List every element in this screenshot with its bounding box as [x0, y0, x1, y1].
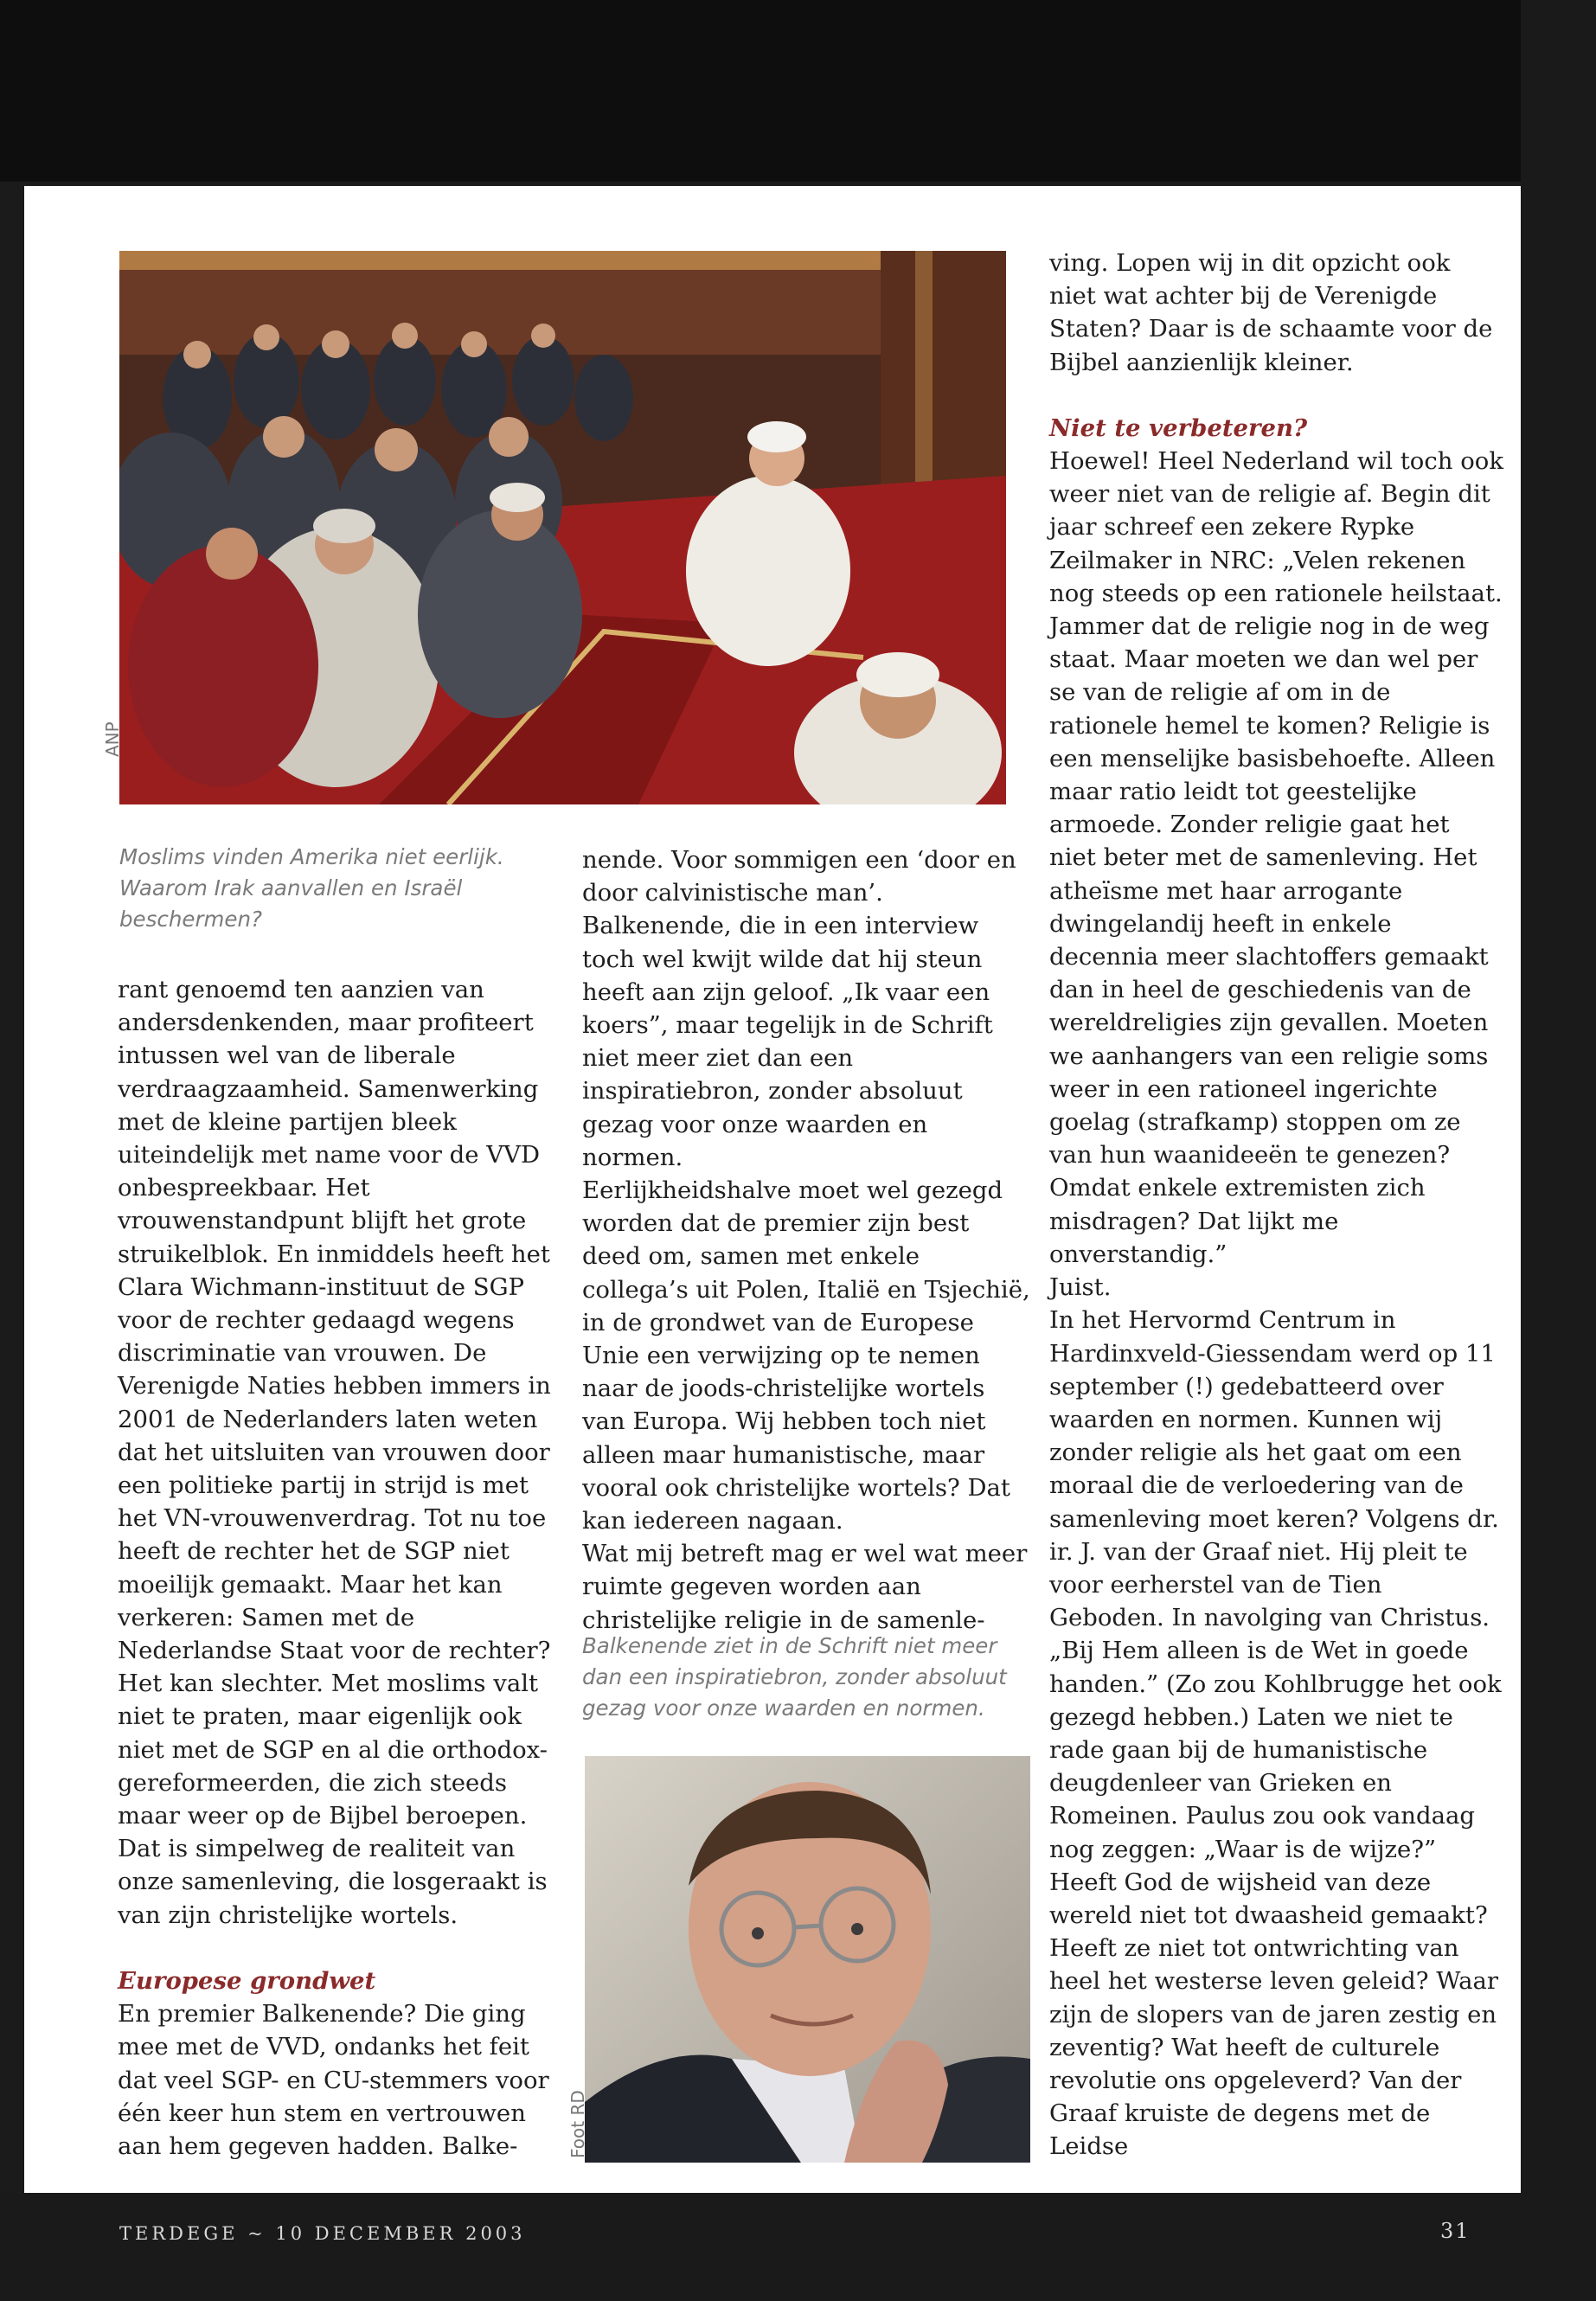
- subhead-niet-te-verbeteren: Niet te verbeteren?: [1049, 413, 1308, 442]
- mosque-photo: [119, 251, 1006, 804]
- col3-paragraph-1: ving. Lopen wij in dit opzicht ook niet wat achter bij de Verenigde Staten? Daar is de schaamte voor de Bijbel aanzienlijk kleiner.: [1049, 249, 1493, 376]
- article-column-3: [1049, 247, 1503, 2163]
- col2-paragraph-3: Wat mij betreft mag er wel wat meer ruimte gegeven worden aan christelijke religie in de samenle-: [582, 1540, 1028, 1634]
- col1-paragraph-1: rant genoemd ten aanzien van andersdenkenden, maar profiteert intussen wel van de liberale verdraagzaamheid. Samenwerking met de kleine partijen bleek uiteindelijk met name voor de VVD onbespreekbaar. Het vrouwenstandpunt blijft het grote struikelblok. En inmiddels heeft het Clara Wichmann-instituut de SGP voor de rechter gedaagd wegens discriminatie van vrouwen. De Verenigde Naties hebben immers in 2001 de Nederlanders laten weten dat het uitsluiten van vrouwen door een politieke partij in strijd is met het VN-vrouwenverdrag. Tot nu toe heeft de rechter het de SGP niet moeilijk gemaakt. Maar het kan verkeren: Samen met de Nederlandse Staat voor de rechter? Het kan slechter. Met moslims valt niet te praten, maar eigenlijk ook niet met de SGP en al die orthodox-gereformeerden, die zich steeds maar weer op de Bijbel beroepen. Dat is simpelweg de realiteit van onze samenleving, die losgeraakt is van zijn christelijke wortels.: [118, 976, 551, 1929]
- col3-paragraph-2: Hoewel! Heel Nederland wil toch ook weer niet van de religie af. Begin dit jaar schreef een zekere Rypke Zeilmaker in NRC: „Velen rekenen nog steeds op een rationele heilstaat. Jammer dat de religie nog in de weg staat. Maar moeten we dan wel per se van de religie af om in de rationele hemel te komen? Religie is een menselijke basisbehoefte. Alleen maar ratio leidt tot geestelijke armoede. Zonder religie gaat het niet beter met de samenleving. Het atheïsme met haar arrogante dwingelandij heeft in enkele decennia meer slachtoffers gemaakt dan in heel de geschiedenis van de wereldreligies zijn gevallen. Moeten we aanhangers van een religie soms weer in een rationeel ingerichte goelag (strafkamp) stoppen om ze van hun waanideeën te genezen? Omdat enkele extremisten zich misdragen? Dat lijkt me onverstandig.”: [1049, 447, 1503, 1268]
- article-column-2: [582, 843, 1032, 1637]
- scan-border-top: [0, 0, 1596, 182]
- col2-paragraph-2: Eerlijkheidshalve moet wel gezegd worden dat de premier zijn best deed om, samen met enkele collega’s uit Polen, Italië en Tsjechië, in de grondwet van de Europese Unie een verwijzing op te nemen naar de joods-christelijke wortels van Europa. Wij hebben toch niet alleen maar humanistische, maar vooral ook christelijke wortels? Dat kan iedereen nagaan.: [582, 1176, 1030, 1535]
- scan-border-right: [1521, 0, 1596, 2301]
- col3-paragraph-4: In het Hervormd Centrum in Hardinxveld-Giessendam werd op 11 september (!) gedebatteerd over waarden en normen. Kunnen wij zonder religie als het gaat om een moraal die de verloedering van de samenleving moet keren? Volgens dr. ir. J. van der Graaf niet. Hij pleit te voor eerherstel van de Tien Geboden. In navolging van Christus. „Bij Hem alleen is de Wet in goede handen.” (Zo zou Kohlbrugge het ook gezegd hebben.) Laten we niet te rade gaan bij de humanistische deugdenleer van Grieken en Romeinen. Paulus zou ook vandaag nog zeggen: „Waar is de wijze?” Heeft God de wijsheid van deze wereld niet tot dwaasheid gemaakt? Heeft ze niet tot ontwrichting van heel het westerse leven geleid? Waar zijn de slopers van de jaren zestig en zeventig? Wat heeft de culturele revolutie ons opgeleverd? Van der Graaf kruiste de degens met de Leidse: [1049, 1306, 1502, 2161]
- balkenende-portrait-illustration: [585, 1756, 1030, 2163]
- balkenende-portrait-photo: [585, 1756, 1030, 2163]
- mosque-photo-credit: ANP: [102, 721, 123, 757]
- footer-page-number: 31: [1440, 2219, 1471, 2243]
- footer-publication: TERDEGE ~ 10 DECEMBER 2003: [119, 2223, 526, 2244]
- scan-border-bottom: [0, 2193, 1596, 2301]
- magazine-page: [24, 186, 1521, 2193]
- balkenende-photo-credit: Foot RD: [567, 2090, 588, 2158]
- col1-paragraph-2: En premier Balkenende? Die ging mee met de VVD, ondanks het feit dat veel SGP- en CU-stemmers voor één keer hun stem en vertrouwen aan hem gegeven hadden. Balke-: [118, 2000, 549, 2160]
- mosque-photo-illustration: [119, 251, 1006, 804]
- balkenende-photo-caption: Balkenende ziet in de Schrift niet meer dan een inspiratiebron, zonder absoluut gezag voor onze waarden en normen.: [582, 1633, 1007, 1721]
- subhead-europese-grondwet: Europese grondwet: [118, 1966, 376, 1995]
- mosque-photo-caption: Moslims vinden Amerika niet eerlijk. Waarom Irak aanvallen en Israël beschermen?: [119, 844, 504, 932]
- article-column-1: [118, 973, 563, 2163]
- col2-paragraph-1: nende. Voor sommigen een ‘door en door calvinistische man’. Balkenende, die in een interview toch wel kwijt wilde dat hij steun heeft aan zijn geloof. „Ik vaar een koers”, maar tegelijk in de Schrift niet meer ziet dan een inspiratiebron, zonder absoluut gezag voor onze waarden en normen.: [582, 846, 1016, 1171]
- col3-paragraph-3: Juist.: [1049, 1273, 1112, 1302]
